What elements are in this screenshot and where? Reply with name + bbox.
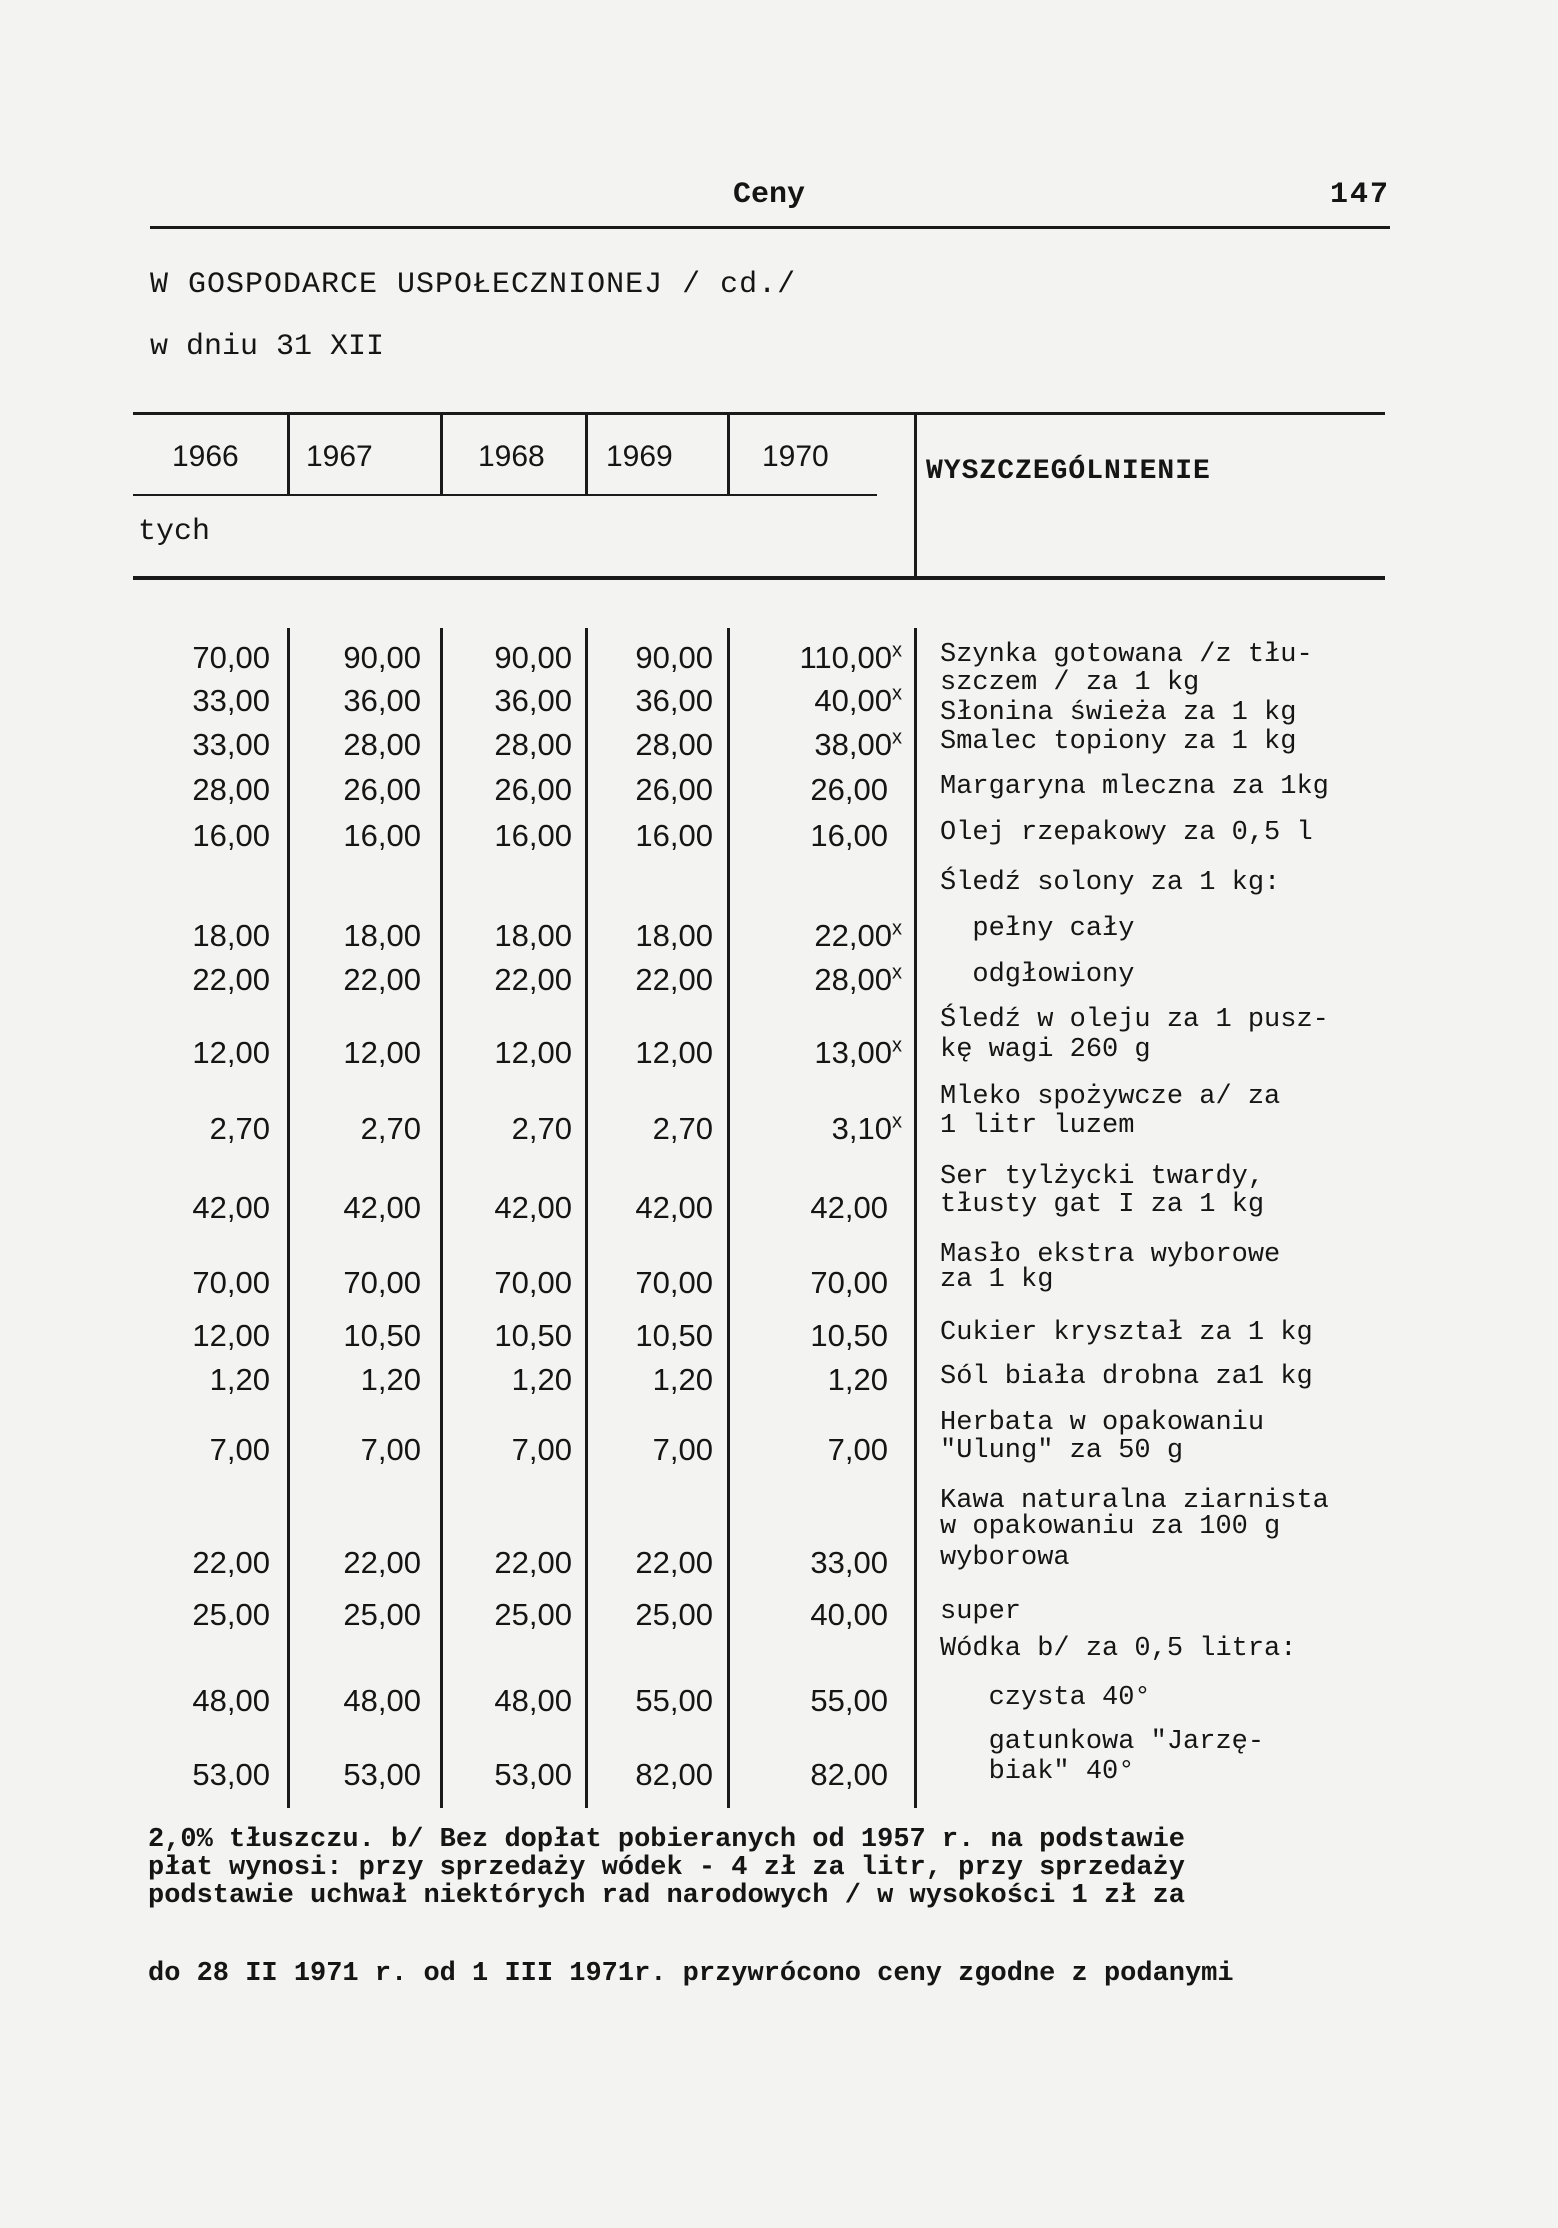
column-divider <box>727 414 730 494</box>
price-cell-1966: 1,20 <box>209 1362 270 1397</box>
price-cell-1968: 36,00 <box>494 683 572 718</box>
price-cell-1970: 28,00$^x$ <box>814 961 902 997</box>
price-cell-1969: 12,00 <box>635 1035 713 1070</box>
price-cell-1969: 90,00 <box>635 640 713 675</box>
price-cell-1970: 70,00 <box>810 1265 888 1300</box>
price-cell-1969: 28,00 <box>635 727 713 762</box>
price-cell-1967: 25,00 <box>343 1597 421 1632</box>
price-cell-1969: 25,00 <box>635 1597 713 1632</box>
price-cell-1970: 22,00$^x$ <box>814 917 902 953</box>
price-cell-1968: 2,70 <box>511 1111 572 1146</box>
price-cell-1969: 26,00 <box>635 772 713 807</box>
price-cell-1970: 38,00$^x$ <box>814 726 902 762</box>
item-description: Słonina świeża za 1 kg <box>940 698 1297 728</box>
item-description: szczem / za 1 kg <box>940 668 1200 698</box>
price-cell-1970: 40,00 <box>810 1597 888 1632</box>
footnote-mark: x <box>892 1034 902 1057</box>
column-divider <box>287 628 290 1808</box>
price-cell-1969: 22,00 <box>635 962 713 997</box>
price-cell-1967: 42,00 <box>343 1190 421 1225</box>
year-header-1970: 1970 <box>762 440 829 473</box>
item-description: czysta 40° <box>940 1683 1151 1713</box>
price-cell-1969: 7,00 <box>652 1432 713 1467</box>
price-cell-1967: 26,00 <box>343 772 421 807</box>
footnote-line: do 28 II 1971 r. od 1 III 1971r. przywrócono ceny zgodne z podanymi <box>148 1959 1234 1989</box>
price-cell-1968: 70,00 <box>494 1265 572 1300</box>
footnote-mark: x <box>892 1110 902 1133</box>
year-header-1969: 1969 <box>606 440 673 473</box>
footnote-mark: x <box>892 639 902 662</box>
price-cell-1966: 16,00 <box>192 818 270 853</box>
year-header-1966: 1966 <box>172 440 239 473</box>
header-bottom-rule <box>133 576 1385 580</box>
price-cell-1969: 16,00 <box>635 818 713 853</box>
footnote-mark: x <box>892 682 902 705</box>
column-divider <box>914 628 917 1808</box>
price-cell-1970: 110,00$^x$ <box>799 639 902 675</box>
price-cell-1968: 22,00 <box>494 1545 572 1580</box>
footnote-line: 2,0% tłuszczu. b/ Bez dopłat pobieranych od 1957 r. na podstawie <box>148 1825 1185 1855</box>
price-cell-1967: 12,00 <box>343 1035 421 1070</box>
price-cell-1966: 25,00 <box>192 1597 270 1632</box>
price-cell-1968: 1,20 <box>511 1362 572 1397</box>
item-description: Masło ekstra wyborowe <box>940 1240 1281 1270</box>
price-cell-1967: 16,00 <box>343 818 421 853</box>
price-cell-1969: 10,50 <box>635 1318 713 1353</box>
price-cell-1970: 55,00 <box>810 1683 888 1718</box>
item-description: 1 litr luzem <box>940 1111 1135 1141</box>
year-header-1967: 1967 <box>306 440 373 473</box>
item-description: Szynka gotowana /z tłu- <box>940 640 1313 670</box>
price-cell-1970: 33,00 <box>810 1545 888 1580</box>
price-cell-1967: 53,00 <box>343 1757 421 1792</box>
price-cell-1968: 42,00 <box>494 1190 572 1225</box>
header-rule <box>150 226 1390 229</box>
item-description: kę wagi 260 g <box>940 1035 1151 1065</box>
price-cell-1970: 7,00 <box>827 1432 888 1467</box>
price-cell-1968: 16,00 <box>494 818 572 853</box>
price-cell-1970: 42,00 <box>810 1190 888 1225</box>
item-description: pełny cały <box>940 914 1135 944</box>
item-description: Wódka b/ za 0,5 litra: <box>940 1634 1297 1664</box>
price-cell-1966: 22,00 <box>192 962 270 997</box>
footnote-mark: x <box>892 917 902 940</box>
item-description: Margaryna mleczna za 1kg <box>940 772 1329 802</box>
page-number: 147 <box>1330 178 1391 212</box>
price-cell-1967: 18,00 <box>343 918 421 953</box>
price-cell-1968: 28,00 <box>494 727 572 762</box>
price-cell-1967: 10,50 <box>343 1318 421 1353</box>
price-cell-1970: 82,00 <box>810 1757 888 1792</box>
price-cell-1970: 26,00 <box>810 772 888 807</box>
spec-header: WYSZCZEGÓLNIENIE <box>926 456 1211 487</box>
price-cell-1967: 7,00 <box>360 1432 421 1467</box>
price-cell-1966: 70,00 <box>192 1265 270 1300</box>
year-header-1968: 1968 <box>478 440 545 473</box>
price-cell-1969: 2,70 <box>652 1111 713 1146</box>
price-cell-1969: 36,00 <box>635 683 713 718</box>
price-cell-1969: 70,00 <box>635 1265 713 1300</box>
column-divider <box>440 414 443 494</box>
footnote-line: płat wynosi: przy sprzedaży wódek - 4 zł za litr, przy sprzedaży <box>148 1853 1185 1883</box>
item-description: Śledź w oleju za 1 pusz- <box>940 1005 1329 1035</box>
item-description: gatunkowa "Jarzę- <box>940 1727 1265 1757</box>
item-description: Cukier kryształ za 1 kg <box>940 1318 1313 1348</box>
price-cell-1969: 82,00 <box>635 1757 713 1792</box>
price-cell-1970: 16,00 <box>810 818 888 853</box>
footnote-mark: x <box>892 961 902 984</box>
item-description: biak" 40° <box>940 1757 1135 1787</box>
price-cell-1966: 48,00 <box>192 1683 270 1718</box>
price-cell-1969: 22,00 <box>635 1545 713 1580</box>
item-description: Śledź solony za 1 kg: <box>940 868 1281 898</box>
item-description: odgłowiony <box>940 960 1135 990</box>
price-cell-1969: 1,20 <box>652 1362 713 1397</box>
item-description: "Ulung" za 50 g <box>940 1436 1184 1466</box>
price-cell-1968: 12,00 <box>494 1035 572 1070</box>
price-cell-1968: 90,00 <box>494 640 572 675</box>
item-description: super <box>940 1597 1022 1627</box>
item-description: w opakowaniu za 100 g <box>940 1512 1281 1542</box>
price-cell-1967: 2,70 <box>360 1111 421 1146</box>
price-cell-1969: 55,00 <box>635 1683 713 1718</box>
price-cell-1966: 53,00 <box>192 1757 270 1792</box>
price-cell-1968: 26,00 <box>494 772 572 807</box>
date-label: w dniu 31 XII <box>150 330 385 364</box>
item-description: Olej rzepakowy za 0,5 l <box>940 818 1313 848</box>
running-header-title: Ceny <box>733 178 806 212</box>
item-description: Kawa naturalna ziarnista <box>940 1486 1329 1516</box>
price-cell-1968: 48,00 <box>494 1683 572 1718</box>
price-cell-1968: 22,00 <box>494 962 572 997</box>
price-cell-1968: 53,00 <box>494 1757 572 1792</box>
price-cell-1967: 28,00 <box>343 727 421 762</box>
years-under-rule <box>133 494 877 496</box>
price-cell-1970: 40,00$^x$ <box>814 682 902 718</box>
column-divider <box>585 628 588 1808</box>
item-description: za 1 kg <box>940 1265 1054 1295</box>
price-cell-1968: 18,00 <box>494 918 572 953</box>
price-cell-1966: 33,00 <box>192 683 270 718</box>
price-cell-1967: 1,20 <box>360 1362 421 1397</box>
price-cell-1966: 18,00 <box>192 918 270 953</box>
price-cell-1966: 2,70 <box>209 1111 270 1146</box>
column-divider <box>440 628 443 1808</box>
price-cell-1966: 33,00 <box>192 727 270 762</box>
price-cell-1966: 12,00 <box>192 1318 270 1353</box>
price-cell-1966: 42,00 <box>192 1190 270 1225</box>
item-description: wyborowa <box>940 1543 1070 1573</box>
item-description: Herbata w opakowaniu <box>940 1408 1265 1438</box>
item-description: Ser tylżycki twardy, <box>940 1162 1265 1192</box>
price-cell-1970: 10,50 <box>810 1318 888 1353</box>
price-cell-1967: 48,00 <box>343 1683 421 1718</box>
price-cell-1968: 10,50 <box>494 1318 572 1353</box>
price-cell-1967: 22,00 <box>343 962 421 997</box>
price-cell-1968: 7,00 <box>511 1432 572 1467</box>
footnote-line: podstawie uchwał niektórych rad narodowych / w wysokości 1 zł za <box>148 1881 1185 1911</box>
price-cell-1966: 70,00 <box>192 640 270 675</box>
table-top-rule <box>133 412 1385 415</box>
price-cell-1970: 1,20 <box>827 1362 888 1397</box>
price-cell-1967: 36,00 <box>343 683 421 718</box>
column-divider <box>287 414 290 494</box>
price-cell-1967: 90,00 <box>343 640 421 675</box>
sub-header: tych <box>138 515 211 549</box>
price-cell-1969: 18,00 <box>635 918 713 953</box>
column-divider <box>727 628 730 1808</box>
price-cell-1970: 3,10$^x$ <box>831 1110 902 1146</box>
price-cell-1966: 12,00 <box>192 1035 270 1070</box>
column-divider <box>585 414 588 494</box>
price-cell-1969: 42,00 <box>635 1190 713 1225</box>
price-cell-1970: 13,00$^x$ <box>814 1034 902 1070</box>
price-cell-1966: 22,00 <box>192 1545 270 1580</box>
footnote-mark: x <box>892 726 902 749</box>
price-cell-1966: 28,00 <box>192 772 270 807</box>
item-description: Mleko spożywcze a/ za <box>940 1082 1281 1112</box>
item-description: Smalec topiony za 1 kg <box>940 727 1297 757</box>
continuation-title: W GOSPODARCE USPOŁECZNIONEJ / cd./ <box>150 268 797 302</box>
item-description: Sól biała drobna za1 kg <box>940 1362 1313 1392</box>
item-description: tłusty gat I za 1 kg <box>940 1190 1265 1220</box>
price-cell-1967: 70,00 <box>343 1265 421 1300</box>
price-cell-1966: 7,00 <box>209 1432 270 1467</box>
price-cell-1968: 25,00 <box>494 1597 572 1632</box>
price-cell-1967: 22,00 <box>343 1545 421 1580</box>
column-divider <box>914 414 917 576</box>
